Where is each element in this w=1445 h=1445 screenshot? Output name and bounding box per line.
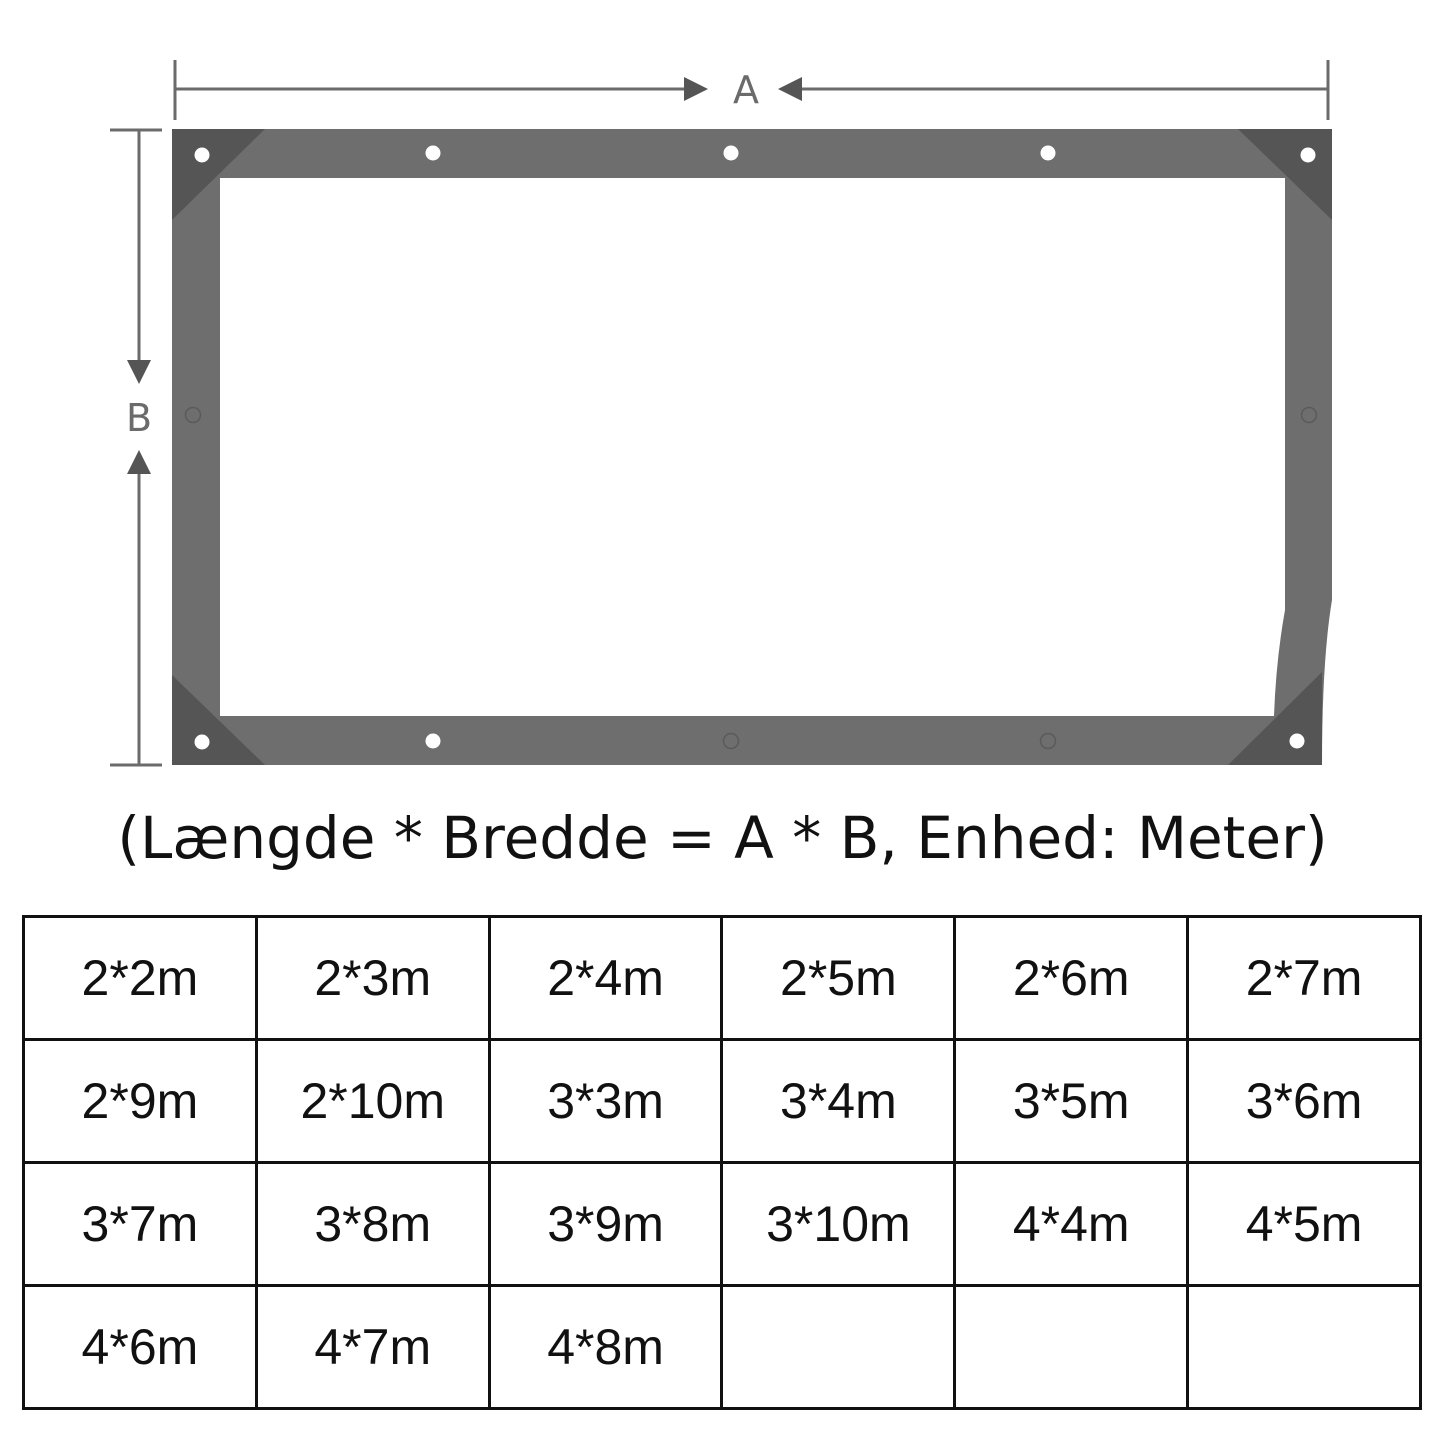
size-cell: 4*4m	[955, 1163, 1188, 1286]
grommet-icon	[195, 735, 210, 750]
grommet-icon	[1301, 148, 1316, 163]
size-cell: 2*3m	[256, 917, 489, 1040]
grommet-icon	[426, 734, 441, 749]
size-table	[22, 915, 1422, 1410]
size-cell: 4*6m	[24, 1286, 257, 1409]
size-cell: 4*7m	[256, 1286, 489, 1409]
size-cell: 3*5m	[955, 1040, 1188, 1163]
size-cell: 2*5m	[722, 917, 955, 1040]
size-cell-empty	[1188, 1286, 1421, 1409]
width-arrowhead-left	[778, 77, 802, 101]
size-cell: 4*8m	[489, 1286, 722, 1409]
size-cell: 3*3m	[489, 1040, 722, 1163]
size-cell: 3*10m	[722, 1163, 955, 1286]
grommet-icon	[724, 146, 739, 161]
size-cell: 3*6m	[1188, 1040, 1421, 1163]
height-arrowhead-up	[127, 450, 151, 474]
tarp-frame	[172, 129, 1332, 765]
grommet-icon	[1290, 734, 1305, 749]
height-arrowhead-down	[127, 360, 151, 384]
width-dimension	[175, 60, 1328, 120]
size-cell: 3*9m	[489, 1163, 722, 1286]
size-cell: 2*9m	[24, 1040, 257, 1163]
table-row	[24, 1163, 1421, 1286]
table-row	[24, 1286, 1421, 1409]
size-cell: 2*4m	[489, 917, 722, 1040]
table-row	[24, 1040, 1421, 1163]
tarp-border	[172, 129, 1332, 765]
grommet-icon	[195, 148, 210, 163]
width-arrowhead-right	[684, 77, 708, 101]
size-cell: 2*2m	[24, 917, 257, 1040]
size-cell-empty	[722, 1286, 955, 1409]
height-label: B	[125, 396, 153, 440]
size-cell: 4*5m	[1188, 1163, 1421, 1286]
size-cell: 2*10m	[256, 1040, 489, 1163]
size-cell-empty	[955, 1286, 1188, 1409]
size-cell: 3*8m	[256, 1163, 489, 1286]
height-dimension	[110, 130, 162, 765]
size-cell: 2*7m	[1188, 917, 1421, 1040]
grommet-icon	[1041, 146, 1056, 161]
size-cell: 3*7m	[24, 1163, 257, 1286]
size-cell: 2*6m	[955, 917, 1188, 1040]
width-label: A	[733, 68, 759, 112]
dimension-formula: (Længde * Bredde = A * B, Enhed: Meter)	[117, 804, 1328, 872]
size-cell: 3*4m	[722, 1040, 955, 1163]
grommet-icon	[426, 146, 441, 161]
table-row	[24, 917, 1421, 1040]
